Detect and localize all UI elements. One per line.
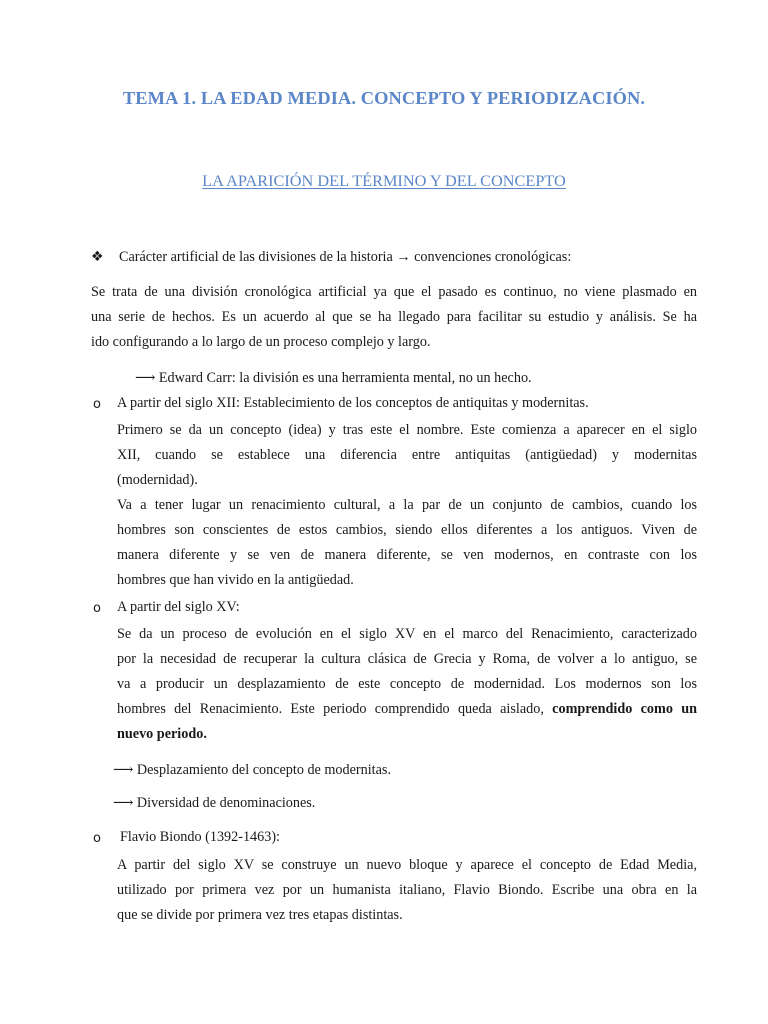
- intro-line-2: una serie de hechos. Es un acuerdo al que se ha llegado para facilitar su estudio y análisis. Se ha: [91, 309, 697, 325]
- section-line: Primero se da un concepto (idea) y tras este el nombre. Este comienza a aparecer en el siglo: [117, 422, 697, 438]
- diamond-bullet-icon: ❖: [91, 249, 104, 265]
- section-line: que se divide por primera vez tres etapas distintas.: [117, 907, 403, 923]
- section-line: (modernidad).: [117, 472, 198, 488]
- section-line: Se da un proceso de evolución en el siglo XV en el marco del Renacimiento, caracterizado: [117, 626, 697, 642]
- diamond-bullet-text: Carácter artificial de las divisiones de la historia → convenciones cronológicas:: [119, 249, 572, 265]
- section-line-text: hombres del Renacimiento. Este periodo comprendido queda aislado,: [117, 701, 553, 717]
- section-line: hombres son conscientes de estos cambios, siendo ellos diferentes a los antiguos. Viven de: [117, 522, 697, 538]
- section-line: hombres que han vivido en la antigüedad.: [117, 572, 354, 588]
- section-subtitle: [0, 171, 768, 191]
- section-heading: Flavio Biondo (1392-1463):: [120, 829, 280, 845]
- carr-note: ⟶ Edward Carr: la división es una herramienta mental, no un hecho.: [135, 370, 532, 386]
- section-line: A partir del siglo XV se construye un nuevo bloque y aparece el concepto de Edad Media,: [117, 857, 697, 873]
- section-line: va a producir un desplazamiento de este concepto de modernidad. Los modernos son los: [117, 676, 697, 692]
- intro-line-1: Se trata de una división cronológica artificial ya que el pasado es continuo, no viene plasmado en: [91, 284, 697, 300]
- section-heading: A partir del siglo XII: Establecimiento de los conceptos de antiquitas y modernitas.: [117, 395, 589, 411]
- circle-bullet-icon: o: [93, 397, 101, 412]
- section-heading: A partir del siglo XV:: [117, 599, 240, 615]
- bold-emphasis-end: nuevo periodo.: [117, 726, 207, 742]
- section-subtitle-text: LA APARICIÓN DEL TÉRMINO Y DEL CONCEPTO: [202, 171, 566, 190]
- section-line: utilizado por primera vez por un humanista italiano, Flavio Biondo. Escribe una obra en la: [117, 882, 697, 898]
- bold-emphasis: comprendido como un: [552, 701, 697, 717]
- section-line: XII, cuando se establece una diferencia entre antiquitas (antigüedad) y modernitas: [117, 447, 697, 463]
- arrow-note: ⟶ Diversidad de denominaciones.: [113, 795, 316, 811]
- arrow-note: ⟶ Desplazamiento del concepto de modernitas.: [113, 762, 391, 778]
- section-line-mixed: [117, 702, 697, 716]
- section-line: manera diferente y se ven de manera diferente, se ven modernos, en contraste con los: [117, 547, 697, 563]
- section-line: por la necesidad de recuperar la cultura clásica de Grecia y Roma, de volver a lo antiguo, se: [117, 651, 697, 667]
- intro-line-3: ido configurando a lo largo de un proceso complejo y largo.: [91, 334, 431, 350]
- circle-bullet-icon: o: [93, 601, 101, 616]
- section-line: Va a tener lugar un renacimiento cultural, a la par de un conjunto de cambios, cuando los: [117, 497, 697, 513]
- page-title: TEMA 1. LA EDAD MEDIA. CONCEPTO Y PERIODIZACIÓN.: [122, 88, 646, 108]
- circle-bullet-icon: o: [93, 831, 101, 846]
